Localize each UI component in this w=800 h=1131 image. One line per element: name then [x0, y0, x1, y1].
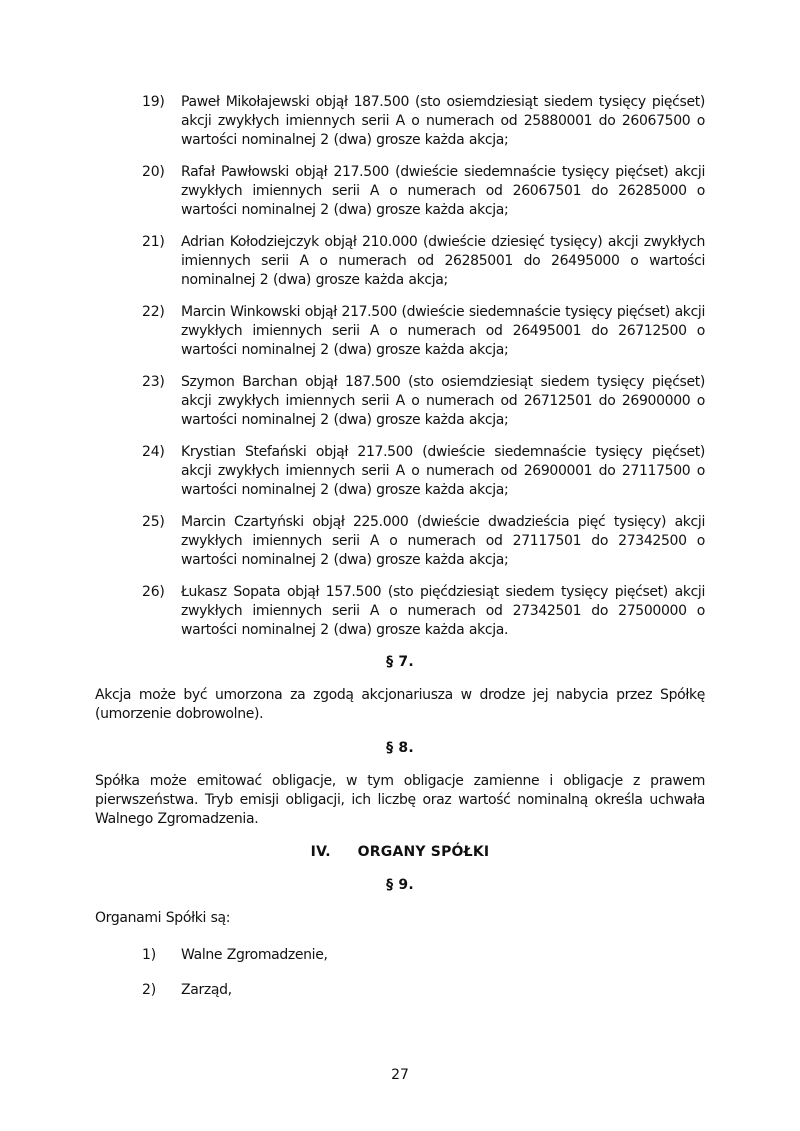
- list-item-text: Adrian Kołodziejczyk objął 210.000 (dwieście dziesięć tysięcy) akcji zwykłych imiennych serii A o numerach od 26285001 do 26495000 o wartości nominalnej 2 (dwa) grosze każda akcja;: [181, 234, 705, 288]
- chapter-heading-inner: [311, 843, 490, 862]
- list-item-text: Paweł Mikołajewski objął 187.500 (sto osiemdziesiąt siedem tysięcy pięćset) akcji zwykłych imiennych serii A o numerach od 25880001 do 26067500 o wartości nominalnej 2 (dwa) grosze każda akcja;: [181, 94, 705, 148]
- list-item: [95, 443, 705, 500]
- section-8-heading: § 8.: [386, 740, 414, 756]
- list-item-text: Rafał Pawłowski objął 217.500 (dwieście siedemnaście tysięcy pięćset) akcji zwykłych imiennych serii A o numerach od 26067501 do 26285000 o wartości nominalnej 2 (dwa) grosze każda akcja;: [181, 164, 705, 218]
- chapter-title: ORGANY SPÓŁKI: [357, 844, 490, 860]
- list-item-text: Zarząd,: [181, 982, 232, 998]
- list-item-number: 1): [142, 947, 156, 963]
- section-7-text: Akcja może być umorzona za zgodą akcjonariusza w drodze jej nabycia przez Spółkę (umorzenie dobrowolne).: [95, 687, 705, 722]
- list-item: [95, 946, 705, 965]
- list-item: [95, 303, 705, 360]
- chapter-number: IV.: [310, 844, 331, 860]
- list-item-number: 22): [142, 304, 165, 320]
- list-item-text: Walne Zgromadzenie,: [181, 947, 328, 963]
- list-item-number: 26): [142, 584, 165, 600]
- list-item-text: Szymon Barchan objął 187.500 (sto osiemdziesiąt siedem tysięcy pięćset) akcji zwykłych imiennych serii A o numerach od 26712501 do 26900000 o wartości nominalnej 2 (dwa) grosze każda akcja;: [181, 374, 705, 428]
- list-item-number: 20): [142, 164, 165, 180]
- page-number: 27: [391, 1067, 409, 1083]
- document-page: [95, 93, 705, 1016]
- list-item: [95, 373, 705, 430]
- list-item-text: Marcin Winkowski objął 217.500 (dwieście siedemnaście tysięcy pięćset) akcji zwykłych imiennych serii A o numerach od 26495001 do 26712500 o wartości nominalnej 2 (dwa) grosze każda akcja;: [181, 304, 705, 358]
- list-item-number: 19): [142, 94, 165, 110]
- section-7-heading: § 7.: [386, 654, 414, 670]
- chapter-heading: [95, 843, 705, 862]
- list-item: [95, 163, 705, 220]
- list-item-text: Krystian Stefański objął 217.500 (dwieście siedemnaście tysięcy pięćset) akcji zwykłych imiennych serii A o numerach od 26900001 do 27117500 o wartości nominalnej 2 (dwa) grosze każda akcja;: [181, 444, 705, 498]
- list-item-number: 25): [142, 514, 165, 530]
- list-item-number: 21): [142, 234, 165, 250]
- list-item: [95, 93, 705, 150]
- list-item-text: Łukasz Sopata objął 157.500 (sto pięćdziesiąt siedem tysięcy pięćset) akcji zwykłych imiennych serii A o numerach od 27342501 do 27500000 o wartości nominalnej 2 (dwa) grosze każda akcja.: [181, 584, 705, 638]
- organ-list: [95, 946, 705, 1000]
- list-item: [95, 513, 705, 570]
- list-item: [95, 233, 705, 290]
- section-9-heading: § 9.: [386, 877, 414, 893]
- list-item: [95, 583, 705, 640]
- list-item-number: 24): [142, 444, 165, 460]
- list-item-number: 23): [142, 374, 165, 390]
- section-9-intro: Organami Spółki są:: [95, 910, 231, 926]
- list-item-text: Marcin Czartyński objął 225.000 (dwieście dwadzieścia pięć tysięcy) akcji zwykłych imiennych serii A o numerach od 27117501 do 27342500 o wartości nominalnej 2 (dwa) grosze każda akcja;: [181, 514, 705, 568]
- shareholder-list: [95, 93, 705, 640]
- section-8-text: Spółka może emitować obligacje, w tym obligacje zamienne i obligacje z prawem pierwszeństwa. Tryb emisji obligacji, ich liczbę oraz wartość nominalną określa uchwała Walnego Zgromadzenia.: [95, 773, 705, 827]
- list-item-number: 2): [142, 982, 156, 998]
- list-item: [95, 981, 705, 1000]
